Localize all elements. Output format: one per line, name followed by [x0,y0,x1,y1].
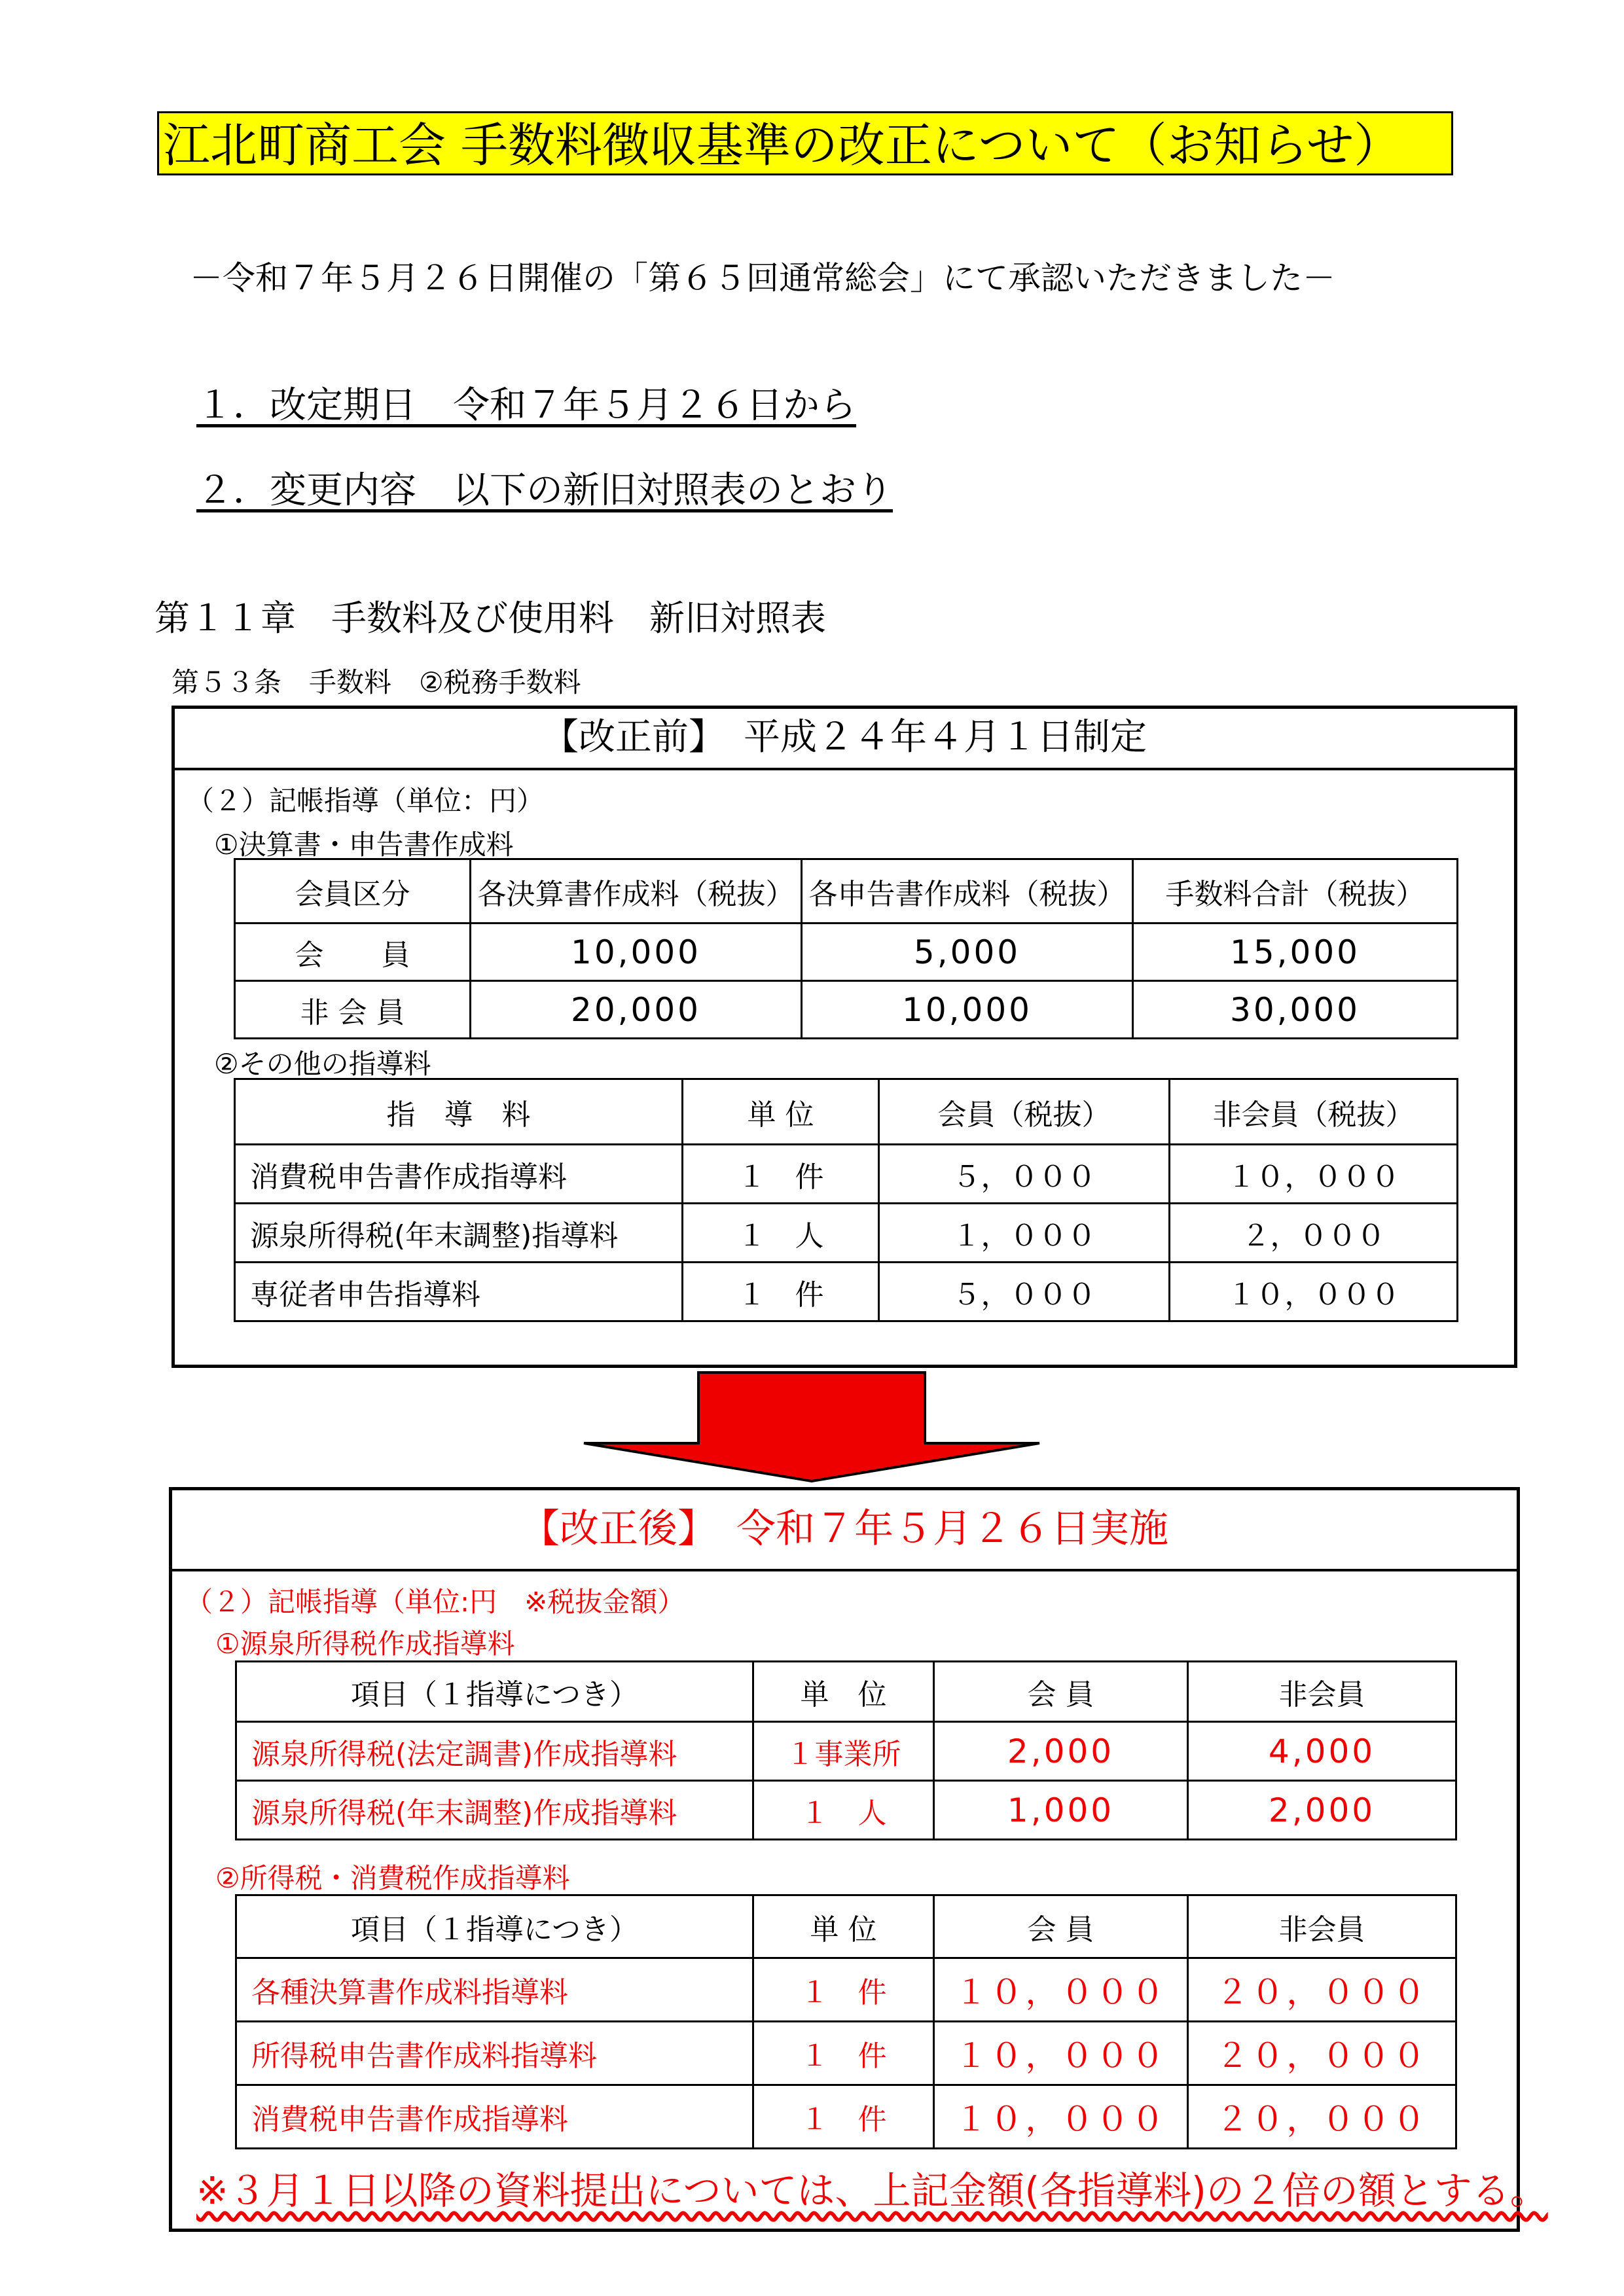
unit-cell: １事業所 [753,1722,934,1781]
after-sub2-title: ②所得税・消費税作成指導料 [215,1862,570,1894]
subtitle: －令和７年５月２６日開催の「第６５回通常総会」にて承認いただきました－ [190,259,1335,297]
value-cell: 1,000 [934,1781,1188,1840]
table-row [235,1145,1458,1204]
item-name-cell: 源泉所得税(年末調整)作成指導料 [236,1781,753,1840]
item-name-cell: 源泉所得税(年末調整)指導料 [235,1204,683,1263]
page-title: 江北町商工会 手数料徴収基準の改正について（お知らせ） [157,111,1453,175]
value-cell: ２，０００ [1170,1204,1458,1263]
item-name-cell: 消費税申告書作成指導料 [235,1145,683,1204]
header-cell: 各申告書作成料（税抜） [802,859,1133,924]
item-effective-date: １．改定期日 令和７年５月２６日から [196,384,856,427]
header-cell: 会員（税抜） [879,1079,1170,1145]
table-header-row [236,1895,1456,1958]
down-arrow-icon [583,1371,1041,1482]
header-cell: 項目（１指導につき） [236,1662,753,1722]
value-cell: 15,000 [1133,924,1458,981]
table-row [236,1958,1456,2022]
value-cell: 5,000 [802,924,1133,981]
header-cell: 単 位 [753,1895,934,1958]
table-row [236,1781,1456,1840]
table-row [236,1722,1456,1781]
table-header-row [236,1662,1456,1722]
unit-cell: １ 件 [683,1145,879,1204]
unit-cell: １ 件 [753,2022,934,2085]
item-name-cell: 源泉所得税(法定調書)作成指導料 [236,1722,753,1781]
header-cell: 手数料合計（税抜） [1133,859,1458,924]
unit-cell: １ 人 [683,1204,879,1263]
value-cell: １０，０００ [934,2085,1188,2149]
member-type-cell: 非 会 員 [235,981,471,1039]
after-header: 【改正後】 令和７年５月２６日実施 [172,1490,1517,1571]
item-change-content: ２．変更内容 以下の新旧対照表のとおり [196,469,893,512]
table-row [235,981,1458,1039]
after-table1 [235,1660,1457,1840]
header-cell: 非会員（税抜） [1170,1079,1458,1145]
header-cell: 項目（１指導につき） [236,1895,753,1958]
value-cell: １０，０００ [934,2022,1188,2085]
value-cell: １０，０００ [1170,1145,1458,1204]
table-row [236,2022,1456,2085]
value-cell: 2,000 [1188,1781,1456,1840]
after-revision-box [169,1487,1520,2232]
table-row [235,924,1458,981]
member-type-cell: 会 員 [235,924,471,981]
after-table2 [235,1894,1457,2149]
before-table1 [234,858,1458,1039]
before-sub2-title: ②その他の指導料 [214,1048,431,1080]
value-cell: ２０，０００ [1188,1958,1456,2022]
header-cell: 単 位 [683,1079,879,1145]
before-revision-box [171,706,1517,1368]
header-cell: 非会員 [1188,1895,1456,1958]
value-cell: 2,000 [934,1722,1188,1781]
before-table2 [234,1078,1458,1322]
header-cell: 各決算書作成料（税抜） [471,859,802,924]
item-name-cell: 消費税申告書作成指導料 [236,2085,753,2149]
footnote: ※３月１日以降の資料提出については、上記金額(各指導料)の２倍の額とする。 [196,2168,1548,2213]
value-cell: １０，０００ [934,1958,1188,2022]
header-cell: 会 員 [934,1662,1188,1722]
value-cell: １，０００ [879,1204,1170,1263]
chapter-heading: 第１１章 手数料及び使用料 新旧対照表 [154,598,826,639]
value-cell: 4,000 [1188,1722,1456,1781]
header-cell: 指 導 料 [235,1079,683,1145]
value-cell: １０，０００ [1170,1263,1458,1321]
value-cell: 20,000 [471,981,802,1039]
value-cell: 10,000 [471,924,802,981]
item-name-cell: 所得税申告書作成料指導料 [236,2022,753,2085]
after-sub1-title: ①源泉所得税作成指導料 [215,1628,515,1660]
value-cell: 30,000 [1133,981,1458,1039]
before-header: 【改正前】 平成２４年４月１日制定 [175,709,1514,770]
value-cell: ２０，０００ [1188,2022,1456,2085]
value-cell: ５，０００ [879,1145,1170,1204]
unit-cell: １ 件 [753,1958,934,2022]
header-cell: 会 員 [934,1895,1188,1958]
article-heading: 第５３条 手数料 ②税務手数料 [171,666,581,698]
header-cell: 会員区分 [235,859,471,924]
unit-cell: １ 人 [753,1781,934,1840]
before-sub1-title: ①決算書・申告書作成料 [214,829,514,861]
table-row [235,1204,1458,1263]
after-section-title: （２）記帳指導（単位:円 ※税抜金額） [185,1586,685,1618]
table-header-row [235,859,1458,924]
unit-cell: １ 件 [753,2085,934,2149]
unit-cell: １ 件 [683,1263,879,1321]
item-name-cell: 専従者申告指導料 [235,1263,683,1321]
header-cell: 非会員 [1188,1662,1456,1722]
before-section-title: （２）記帳指導（単位：円） [187,785,545,817]
value-cell: ５，０００ [879,1263,1170,1321]
table-header-row [235,1079,1458,1145]
table-row [236,2085,1456,2149]
value-cell: ２０，０００ [1188,2085,1456,2149]
header-cell: 単 位 [753,1662,934,1722]
table-row [235,1263,1458,1321]
item-name-cell: 各種決算書作成料指導料 [236,1958,753,2022]
value-cell: 10,000 [802,981,1133,1039]
